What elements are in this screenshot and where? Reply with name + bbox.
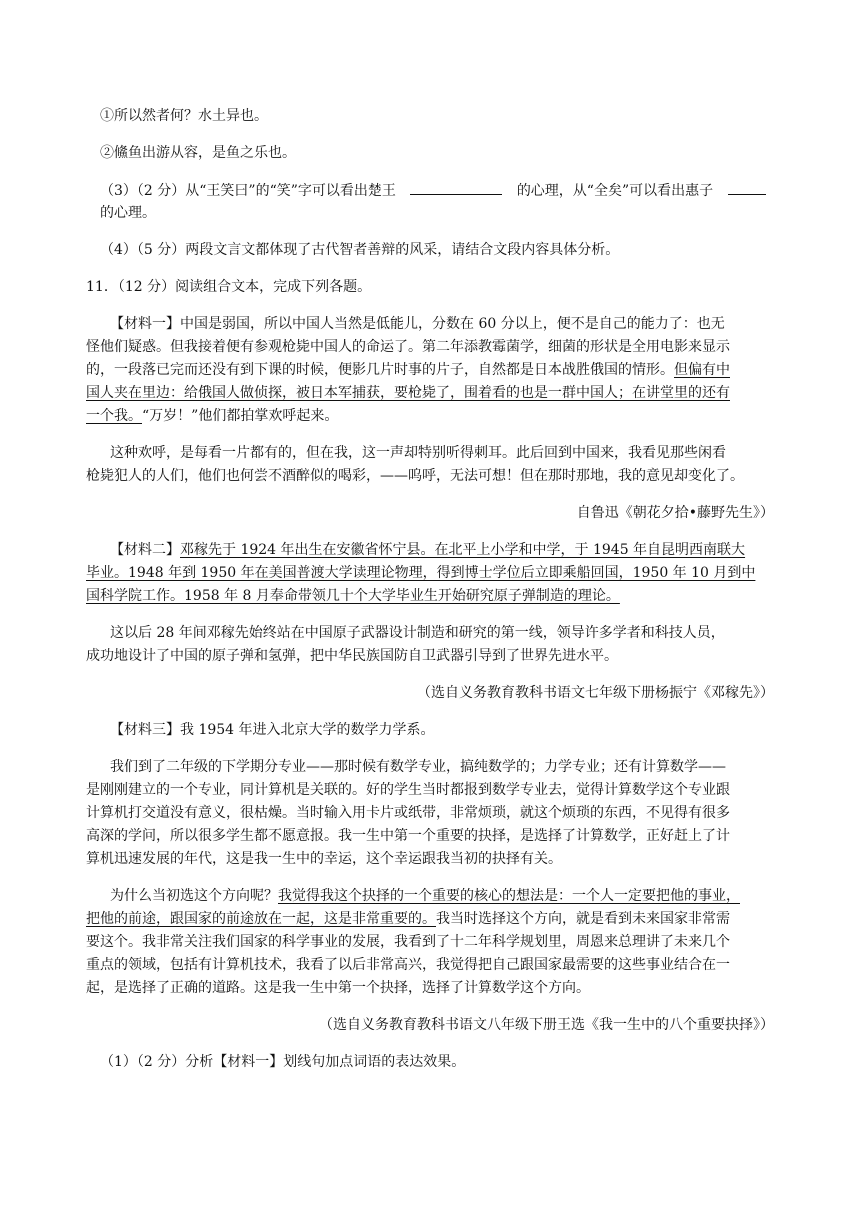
material-1-para-2-line-1: 这种欢呼，是每看一片都有的，但在我，这一声却特别听得刺耳。此后回到中国来，我看见那些闲看 <box>110 445 726 461</box>
material-3-para-3-line-1 <box>110 886 740 906</box>
question-3-text-b: 的心理，从“全矣”可以看出惠子 <box>516 183 714 199</box>
material-2-para-2-line-2: 成功地设计了中国的原子弹和氢弹，把中华民族国防自卫武器引导到了世界先进水平。 <box>86 648 618 664</box>
material-1-source: 自鲁迅《朝花夕拾•藤野先生》） <box>576 505 774 521</box>
underlined-sentence: 但偏有中 <box>674 362 730 378</box>
material-3-para-2-line-1: 我们到了二年级的下学期分专业——那时候有数学专业，搞纯数学的；力学专业；还有计算数学—— <box>110 759 726 775</box>
material-2-line-1 <box>110 540 745 560</box>
material-3-para-3-line-5: 起，是选择了正确的道路。这是我一生中第一个抉择，选择了计算数学这个方向。 <box>86 980 590 996</box>
material-2-underlined: 邓稼先于 1924 年出生在安徽省怀宁县。在北平上小学和中学，于 1945 年自昆明西南联大 <box>180 542 746 558</box>
material-1-line-2: 怪他们疑惑。但我接着便有参观枪毙中国人的命运了。第二年添教霉菌学，细菌的形状是全用电影来显示 <box>86 339 730 355</box>
material-3-para-3-text: 为什么当初选这个方向呢？ <box>110 888 278 904</box>
material-3-para-2-line-2: 是刚刚建立的一个专业，同计算机是关联的。好的学生当时都报到数学专业去，觉得计算数学这个专业跟 <box>86 782 730 798</box>
question-3-cont: 的心理。 <box>100 205 156 221</box>
question-11-title: 11．（12 分）阅读组合文本，完成下列各题。 <box>86 279 372 295</box>
answer-blank-1[interactable] <box>410 180 502 195</box>
underlined-sentence-end: 一个我。 <box>86 408 142 424</box>
material-2-source: （选自义务教育教科书语文七年级下册杨振宁《邓稼先》） <box>417 685 774 701</box>
material-2-underlined-cont: 毕业。1948 年到 1950 年在美国普渡大学读理论物理，得到博士学位后立即乘船回国，1950 年 10 月到中 <box>86 565 756 581</box>
material-1-line-3 <box>86 360 730 380</box>
material-2-underlined-end: 国科学院工作。1958 年 8 月奉命带领几十个大学毕业生开始研究原子弹制造的理论。 <box>86 588 620 604</box>
quote-line-2: ②鯈鱼出游从容，是鱼之乐也。 <box>100 145 296 161</box>
material-2-para-2-line-1: 这以后 28 年间邓稼先始终站在中国原子武器设计制造和研究的第一线，领导许多学者和科技人员， <box>110 625 725 641</box>
material-3-underlined: 我觉得我这个抉择的一个重要的核心的想法是：一个人一定要把他的事业， <box>278 888 740 904</box>
material-3-para-3-line-2 <box>86 909 730 929</box>
material-1-line-5 <box>86 406 338 426</box>
answer-blank-2[interactable] <box>728 180 766 195</box>
material-2-line-2 <box>86 563 755 583</box>
material-2-line-3 <box>86 586 620 606</box>
material-3-para-2-line-5: 算机迅速发展的年代，这是我一生中的幸运，这个幸运跟我当初的抉择有关。 <box>86 851 562 867</box>
material-1-line-4 <box>86 383 730 403</box>
quote-line-1: ①所以然者何？水土异也。 <box>100 108 268 124</box>
material-3-para-3-line-2-text: 我当时选择这个方向，就是看到未来国家非常需 <box>436 911 730 927</box>
underlined-sentence-cont: 国人夹在里边：给俄国人做侦探，被日本军捕获，要枪毙了，围着看的也是一群中国人；在讲堂里的还有 <box>86 385 730 401</box>
material-3-line-1: 【材料三】我 1954 年进入北京大学的数学力学系。 <box>110 722 435 738</box>
material-1-line-3-text: 的，一段落已完而还没有到下课的时候，便影几片时事的片子，自然都是日本战胜俄国的情形。 <box>86 362 674 378</box>
question-3-text-a: （3）（2 分）从“王笑曰”的“笑”字可以看出楚王 <box>100 183 396 199</box>
material-2-label: 【材料二】 <box>110 542 180 558</box>
question-3 <box>100 180 766 201</box>
material-1-para-2-line-2: 枪毙犯人的人们，他们也何尝不酒醉似的喝彩，——呜呼，无法可想！但在那时那地，我的意见却变化了。 <box>86 468 744 484</box>
material-3-para-3-line-3: 要这个。我非常关注我们国家的科学事业的发展，我看到了十二年科学规划里，周恩来总理讲了未来几个 <box>86 934 730 950</box>
material-3-para-2-line-3: 计算机打交道没有意义，很枯燥。当时输入用卡片或纸带，非常烦琐，就这个烦琐的东西，不见得有很多 <box>86 805 730 821</box>
material-3-source: （选自义务教育教科书语文八年级下册王选《我一生中的八个重要抉择》） <box>319 1017 774 1033</box>
question-4: （4）（5 分）两段文言文都体现了古代智者善辩的风采，请结合文段内容具体分析。 <box>100 242 620 258</box>
material-1-line-1: 【材料一】中国是弱国，所以中国人当然是低能儿，分数在 60 分以上，便不是自己的能力了：也无 <box>110 316 725 332</box>
material-1-line-5-text: “万岁！”他们都拍掌欢呼起来。 <box>142 408 339 424</box>
material-3-para-2-line-4: 高深的学问，所以很多学生都不愿意报。我一生中第一个重要的抉择，是选择了计算数学，正好赶上了计 <box>86 828 730 844</box>
sub-question-1: （1）（2 分）分析【材料一】划线句加点词语的表达效果。 <box>100 1054 466 1070</box>
material-3-underlined-cont: 把他的前途，跟国家的前途放在一起，这是非常重要的。 <box>86 911 436 927</box>
material-3-para-3-line-4: 重点的领域，包括有计算机技术，我看了以后非常高兴，我觉得把自己跟国家最需要的这些事业结合在一 <box>86 957 730 973</box>
